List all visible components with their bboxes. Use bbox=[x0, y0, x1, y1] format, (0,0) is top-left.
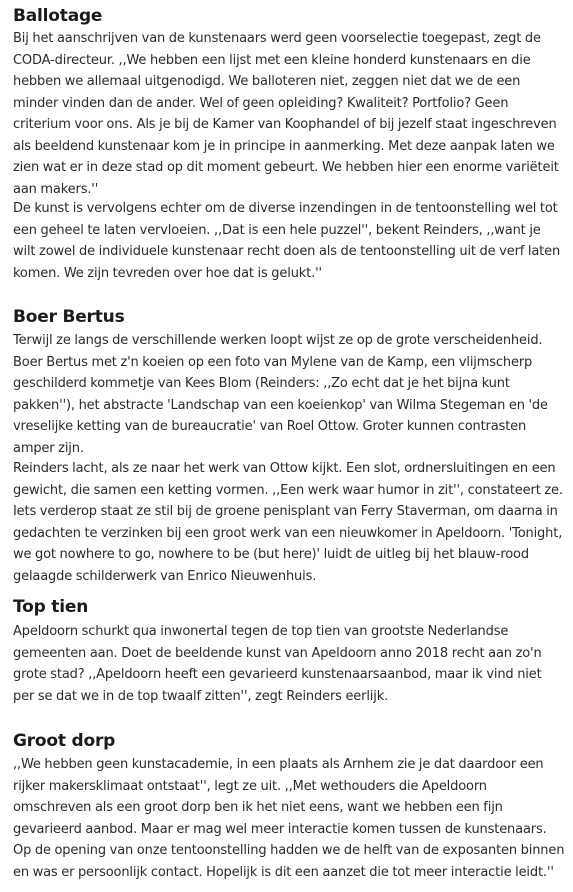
paragraph: Apeldoorn schurkt qua inwonertal tegen de top tien van grootste Nederlandse gemeenten aan. Doet de beeldende kunst van Apeldoorn anno 2018 recht aan zo'n grote stad? ,,Apeldoorn heeft een gevarieerd kunstenaarsaanbod, maar ik vind niet per se dat we in de top twaalf zitten'', zegt Reinders eerlijk. bbox=[13, 624, 542, 704]
paragraph: Reinders lacht, als ze naar het werk van Ottow kijkt. Een slot, ordnersluitingen en een gewicht, die samen een ketting vormen. ,,Een werk waar humor in zit'', constateert ze. Iets verderop staat ze stil bij de groene penisplant van Ferry Staverman, om daarna in gedachten te verzinken bij een groot werk van een nieuwkomer in Apeldoorn. 'Tonight, we got nowhere to go, nowhere to be (but here)' luidt de uitleg bij het blauw-rood gelaagde schilderwerk van Enrico Nieuwenhuis. bbox=[13, 461, 563, 584]
paragraph: Bij het aanschrijven van de kunstenaars werd geen voorselectie toegepast, zegt de CODA-directeur. ,,We hebben een lijst met een kleine honderd kunstenaars en die hebben we allemaal uitgenodigd. We balloteren niet, zeggen niet dat we de een minder vinden dan de ander. Wel of geen opleiding? Kwaliteit? Portfolio? Geen criterium voor ons. Als je bij de Kamer van Koophandel of bij jezelf staat ingeschreven als beeldend kunstenaar kom je in principe in aanmerking. Met deze aanpak laten we zien wat er in deze stad op dit moment gebeurt. We hebben hier een enorme variëteit aan makers.'' bbox=[13, 31, 559, 197]
paragraph: Terwijl ze langs de verschillende werken loopt wijst ze op de grote verscheidenheid. Boer Bertus met z'n koeien op een foto van Mylene van de Kamp, een vlijmscherp geschilderd kommetje van Kees Blom (Reinders: ,,Zo echt dat je het bijna kunt pakken''), het abstracte 'Landschap van een koeienkop' van Wilma Stegeman en 'de vreselijke ketting van de bureaucratie' van Roel Ottow. Groter kunnen contrasten amper zijn. bbox=[13, 333, 548, 456]
section-heading-top-tien: Top tien bbox=[13, 597, 89, 617]
paragraph: ,,We hebben geen kunstacademie, in een plaats als Arnhem zie je dat daardoor een rijker makersklimaat ontstaat'', legt ze uit. ,,Met wethouders die Apeldoorn omschreven als een groot dorp ben ik het niet eens, want we hebben een fijn gevarieerd aanbod. Maar er mag wel meer interactie komen tussen de kunstenaars. Op de opening van onze tentoonstelling hadden we de helft van de exposanten binnen en was er persoonlijk contact. Hopelijk is dit een aanzet die tot meer interactie leidt.'' bbox=[13, 757, 565, 880]
section-heading-boer-bertus: Boer Bertus bbox=[13, 307, 125, 327]
section-heading-ballotage: Ballotage bbox=[13, 6, 103, 26]
paragraph: De kunst is vervolgens echter om de diverse inzendingen in de tentoonstelling wel tot een geheel te laten vervloeien. ,,Dat is een hele puzzel'', bekent Reinders, ,,want je wilt zowel de individuele kunstenaar recht doen als de tentoonstelling uit de verf laten komen. We zijn tevreden over hoe dat is gelukt.'' bbox=[13, 201, 561, 281]
section-heading-groot-dorp: Groot dorp bbox=[13, 731, 116, 751]
